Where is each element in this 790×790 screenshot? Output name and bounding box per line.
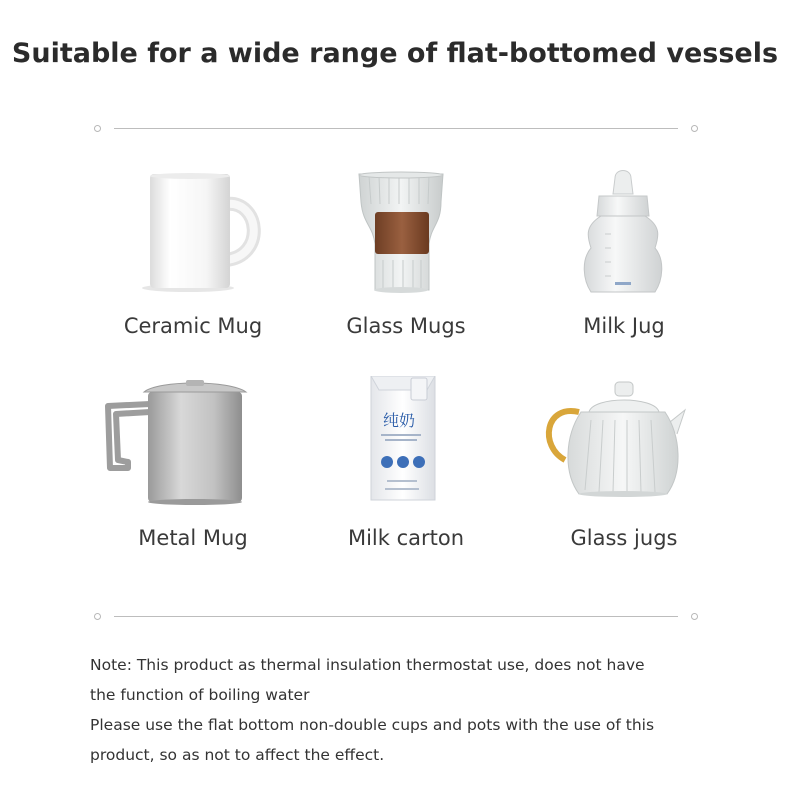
baby-bottle-image — [519, 164, 729, 304]
divider-line — [114, 128, 678, 129]
metal-mug-image — [88, 376, 298, 516]
page-title: Suitable for a wide range of flat-bottomed vessels — [11, 38, 779, 69]
vessel-label: Milk carton — [347, 526, 465, 550]
top-divider — [94, 124, 698, 134]
vessel-label: Milk Jug — [583, 314, 665, 338]
vessel-label: Metal Mug — [138, 526, 248, 550]
vessel-label: Glass Mugs — [346, 314, 466, 338]
usage-note — [90, 650, 730, 770]
glass-teapot-image — [519, 376, 729, 516]
note-line: product, so as not to affect the effect. — [90, 746, 385, 764]
note-line: Please use the flat bottom non-double cups and pots with the use of this — [90, 716, 655, 734]
vessel-label: Ceramic Mug — [123, 314, 263, 338]
glass-mug-image — [301, 164, 511, 304]
divider-dot-left — [94, 613, 101, 620]
milk-carton-image — [301, 376, 511, 516]
divider-dot-right — [691, 613, 698, 620]
bottom-divider — [94, 612, 698, 622]
divider-dot-right — [691, 125, 698, 132]
ceramic-mug-image — [88, 164, 298, 304]
carton-brand-text: 纯奶 — [382, 411, 416, 430]
note-line: the function of boiling water — [90, 686, 310, 704]
divider-dot-left — [94, 125, 101, 132]
vessel-label: Glass jugs — [570, 526, 678, 550]
note-line: Note: This product as thermal insulation thermostat use, does not have — [90, 656, 645, 674]
divider-line — [114, 616, 678, 617]
